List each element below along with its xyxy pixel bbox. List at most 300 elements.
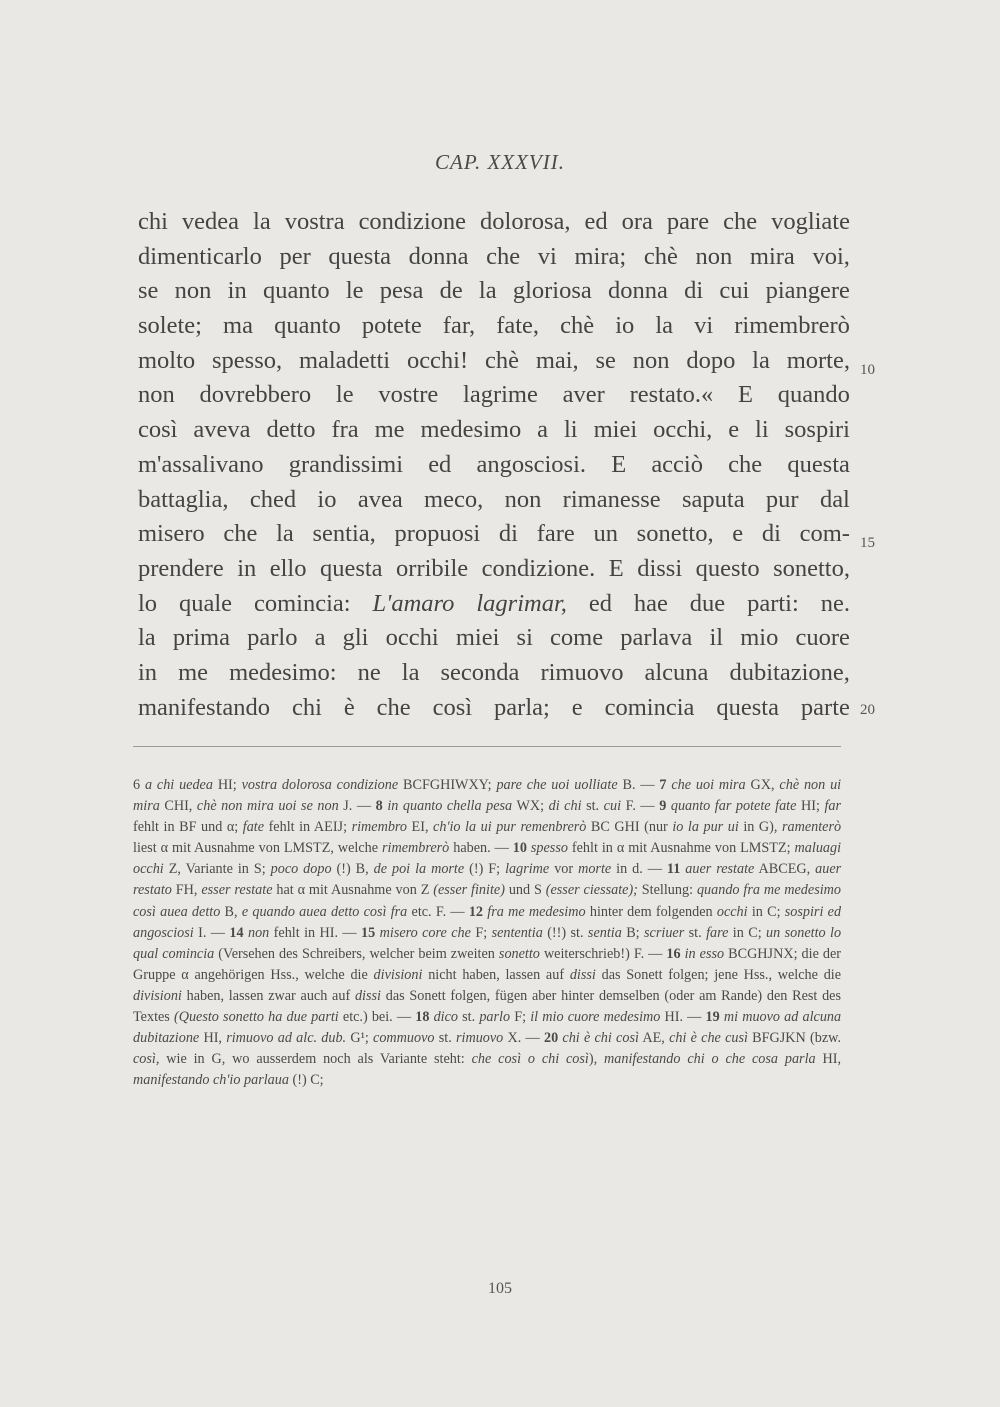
note-text: liest α mit Ausnahme von LMSTZ, welche <box>133 840 379 857</box>
word: chè <box>560 312 595 340</box>
word: un <box>593 520 618 548</box>
word: la <box>138 624 156 652</box>
word: E <box>738 381 754 409</box>
note-sigla: ABCEG, <box>758 861 811 878</box>
chapter-heading: CAP. XXXVII. <box>434 150 565 174</box>
note-variant: sospiri ed angosciosi <box>133 903 842 941</box>
word: meco, <box>424 485 484 513</box>
word: chè <box>484 346 519 374</box>
text-line <box>138 691 850 726</box>
word: li <box>755 416 769 444</box>
note-number: 11 <box>666 861 681 878</box>
word: rimanesse <box>562 485 661 513</box>
note-text: nicht haben, lassen auf <box>428 966 565 983</box>
note-text: hat α mit Ausnahme von Z <box>276 882 430 899</box>
note-text: (!!) st. <box>547 924 584 941</box>
note-text: st. <box>462 1009 476 1026</box>
footnote-divider <box>133 746 841 747</box>
note-variant: così, <box>133 1051 160 1068</box>
word: si <box>516 624 533 652</box>
note-variant: che così o chi così <box>471 1051 589 1068</box>
word: seconda <box>440 658 520 686</box>
word: me <box>374 416 405 444</box>
word: comincia: <box>253 589 351 617</box>
word: che <box>723 208 758 235</box>
note-text: ), <box>588 1051 598 1068</box>
note-variant: far <box>824 798 842 815</box>
note-variant: un sonetto lo qual comincia <box>133 924 842 962</box>
word: in <box>227 277 247 305</box>
note-sigla: BCFGHIWXY; <box>403 777 492 793</box>
note-sigla: EI, <box>411 819 429 836</box>
note-sigla: B. — <box>622 777 655 793</box>
line-number: 20 <box>860 702 875 718</box>
word: E <box>608 554 624 582</box>
note-variant: misero core che <box>379 924 471 941</box>
word: quando <box>777 381 850 409</box>
word: occhi, <box>653 416 713 444</box>
note-text: etc. F. — <box>411 903 465 920</box>
note-number: 8 <box>375 798 383 815</box>
note-text: st. <box>688 924 702 941</box>
word: io <box>317 485 337 513</box>
note-variant: manifestando ch'io parlaua <box>133 1072 289 1089</box>
word: la <box>253 208 271 235</box>
page-number: 105 <box>488 1280 512 1297</box>
note-variant: in esso <box>684 945 725 962</box>
word: fra <box>331 416 359 444</box>
note-number: 9 <box>659 798 667 815</box>
text-line <box>138 309 850 344</box>
note-sigla: F. — <box>625 798 655 815</box>
word: parti: <box>747 589 799 617</box>
note-text: und S <box>508 882 542 899</box>
note-variant: a chi uedea <box>144 777 213 793</box>
word: lagrime <box>463 381 538 409</box>
word: in <box>138 658 158 686</box>
word: e <box>732 520 744 548</box>
word: maladetti <box>298 346 391 374</box>
note-sigla: HI, <box>822 1051 842 1068</box>
word: orribile <box>396 554 469 582</box>
note-text: Stellung: <box>641 882 694 899</box>
word: vedea <box>181 208 240 235</box>
word: sonetto, <box>636 520 714 548</box>
word: potete <box>361 312 422 340</box>
note-variant: fate <box>242 819 265 836</box>
line-number: 15 <box>860 535 875 551</box>
word: dovrebbero <box>199 381 312 409</box>
note-number: 10 <box>512 840 527 857</box>
word: ello <box>269 554 307 582</box>
note-sigla: B, <box>224 903 238 920</box>
note-text: haben. — <box>453 840 509 857</box>
note-number: 12 <box>468 903 484 920</box>
note-text: in C; <box>732 924 762 941</box>
word: questo <box>695 554 760 582</box>
note-variant: spesso <box>530 840 568 857</box>
note-number: 7 <box>659 777 667 793</box>
note-variant: (esser ciessate); <box>545 882 638 899</box>
note-variant: chi è chi così <box>562 1030 639 1047</box>
word: medesimo: <box>229 658 337 686</box>
word: non <box>632 346 670 374</box>
word: e <box>728 416 740 444</box>
note-number: 6 <box>133 777 141 793</box>
note-variant: morte <box>578 861 612 878</box>
word: che <box>728 450 763 478</box>
note-text: das Sonett folgen, fügen aber hinter demselben (oder am Rande) den Rest des Textes <box>133 987 842 1026</box>
word: acciò <box>651 450 703 478</box>
note-text: BFGJKN (bzw. <box>752 1030 842 1047</box>
word: se <box>595 346 616 374</box>
word: non <box>695 242 733 270</box>
word: morte, <box>786 346 850 374</box>
word: misero <box>138 520 205 548</box>
note-variant: parlo <box>479 1009 511 1026</box>
word: le <box>345 277 364 305</box>
word: a <box>314 624 326 652</box>
word: non <box>174 277 212 305</box>
word: la <box>478 277 497 305</box>
word: che <box>486 242 521 270</box>
word: quale <box>178 589 233 617</box>
word: occhi! <box>406 346 469 374</box>
note-variant: chi è che cusì <box>669 1030 748 1047</box>
note-variant: ch'io la ui pur remenbrerò <box>433 819 587 836</box>
word: parla; <box>494 693 550 721</box>
word: far, <box>442 312 476 340</box>
word: vostre <box>378 381 439 409</box>
word: parte <box>800 693 850 721</box>
word: miei <box>593 416 638 444</box>
word: a <box>537 416 549 444</box>
word: che <box>376 693 411 721</box>
note-sigla: HI; <box>801 798 820 815</box>
note-sigla: AE, <box>642 1030 665 1047</box>
text-line <box>138 344 850 379</box>
word: hae <box>633 589 668 617</box>
word: propuosi <box>394 520 481 548</box>
word: mio <box>740 624 779 652</box>
note-variant: e quando auea detto così fra <box>241 903 408 920</box>
note-text: in d. — <box>616 861 662 878</box>
note-text: (!) C; <box>292 1072 324 1089</box>
word: sonetto, <box>773 554 850 582</box>
word: di <box>684 277 704 305</box>
note-text: (Versehen des Schreibers, welcher beim zweiten <box>218 945 495 962</box>
word: pur <box>765 485 799 513</box>
word: condizione <box>358 208 467 235</box>
word: questa <box>787 450 850 478</box>
word: spesso, <box>212 346 283 374</box>
word: e <box>571 693 583 721</box>
word: di <box>761 520 781 548</box>
note-text: fehlt in α mit Ausnahme von LMSTZ; <box>571 840 791 857</box>
word: E <box>611 450 627 478</box>
word: dolorosa, <box>480 208 571 235</box>
word: alcuna <box>644 658 709 686</box>
note-variant: chè non mira uoi se non <box>196 798 339 815</box>
word: ed <box>588 589 612 617</box>
word: ed <box>584 208 608 235</box>
word: mai, <box>535 346 579 374</box>
text-line <box>138 274 850 309</box>
note-text: I. — <box>198 924 225 941</box>
note-text: st. <box>586 798 600 815</box>
note-text: fehlt in HI. — <box>273 924 357 941</box>
word: vi <box>694 312 714 340</box>
word: chi <box>291 693 322 721</box>
note-variant: il mio cuore medesimo <box>530 1009 661 1026</box>
word: in <box>237 554 257 582</box>
word: lagrimar, <box>476 589 567 617</box>
word: così <box>138 416 178 444</box>
note-variant: auer restato <box>133 861 842 899</box>
note-variant: che uoi mira <box>671 777 746 793</box>
word: io <box>615 312 635 340</box>
word: le <box>335 381 354 409</box>
word: prendere <box>138 554 224 582</box>
note-variant: rimembrerò <box>382 840 450 857</box>
word: ne. <box>820 589 850 617</box>
word: m'assalivano <box>138 450 264 478</box>
text-line <box>138 413 850 448</box>
word: medesimo <box>420 416 522 444</box>
word: questa <box>716 693 779 721</box>
main-text-block <box>138 205 875 725</box>
note-variant: (esser finite) <box>433 882 505 899</box>
note-text: Z, Variante in S; <box>168 861 266 878</box>
word: il <box>709 624 724 652</box>
note-variant: divisioni <box>133 987 182 1004</box>
word: fate, <box>496 312 540 340</box>
note-text: X. — <box>507 1030 540 1047</box>
note-text: weiterschrieb!) F. — <box>543 945 663 962</box>
word: la <box>752 346 770 374</box>
word: questa <box>319 554 383 582</box>
note-sigla: HI, <box>203 1030 222 1047</box>
word: la <box>276 520 294 548</box>
word: ed <box>428 450 452 478</box>
word: de <box>439 277 463 305</box>
note-text: st. <box>438 1030 452 1047</box>
note-variant: cui <box>603 798 622 815</box>
word: molto <box>138 346 196 374</box>
note-text: fehlt in AEIJ; <box>268 819 348 836</box>
note-sigla: WX; <box>516 798 545 815</box>
word: due <box>689 589 726 617</box>
word: dubitazione, <box>729 658 850 686</box>
note-variant: in quanto chella pesa <box>387 798 513 815</box>
word: donna <box>608 277 668 305</box>
text-line <box>138 483 850 518</box>
word: ma <box>223 312 253 340</box>
note-variant: fare <box>706 924 729 941</box>
note-text: in G), <box>743 819 778 836</box>
note-variant: quanto far potete fate <box>670 798 797 815</box>
word: vostra <box>284 208 345 235</box>
word: se <box>138 277 159 305</box>
note-variant: quando fra me medesimo così auea detto <box>133 882 842 920</box>
note-sigla: G¹; <box>350 1030 369 1047</box>
text-line <box>138 517 850 552</box>
word: gli <box>342 624 369 652</box>
word: comincia <box>604 693 695 721</box>
word: me <box>178 658 209 686</box>
note-variant: non <box>247 924 270 941</box>
word: cuore <box>795 624 850 652</box>
note-sigla: CHI, <box>164 798 193 815</box>
note-variant: sententia <box>491 924 543 941</box>
word: fare <box>536 520 575 548</box>
text-line <box>138 621 850 656</box>
word: com- <box>799 520 850 548</box>
note-number: 20 <box>543 1030 559 1047</box>
note-sigla: B; <box>626 924 640 941</box>
note-variant: divisioni <box>373 966 423 983</box>
note-variant: rimembro <box>351 819 407 836</box>
text-line <box>138 448 850 483</box>
note-variant: sonetto <box>498 945 540 962</box>
word: quanto <box>262 277 330 305</box>
note-variant: mi muovo ad alcuna dubitazione <box>133 1009 842 1047</box>
note-text: etc.) bei. — <box>342 1009 412 1026</box>
word: così <box>432 693 473 721</box>
text-line <box>138 205 850 240</box>
note-variant: vostra dolorosa condizione <box>241 777 399 793</box>
word: occhi <box>385 624 439 652</box>
word: gloriosa <box>512 277 592 305</box>
note-number: 18 <box>415 1009 430 1026</box>
word: grandissimi <box>288 450 404 478</box>
note-text: (!) B, <box>336 861 369 878</box>
word: angosciosi. <box>476 450 587 478</box>
note-variant: poco dopo <box>270 861 332 878</box>
note-text: hinter dem folgenden <box>589 903 713 920</box>
word: lo <box>138 589 158 617</box>
word: condizione. <box>481 554 596 582</box>
text-line <box>138 552 850 587</box>
note-number: 14 <box>229 924 244 941</box>
word: questa <box>328 242 391 270</box>
word: ne <box>357 658 381 686</box>
word: cui <box>719 277 750 305</box>
word: come <box>550 624 604 652</box>
word: non <box>504 485 542 513</box>
note-text: vor <box>554 861 574 878</box>
note-sigla: FH, <box>175 882 198 899</box>
critical-apparatus <box>133 775 841 1091</box>
note-variant: chè non ui mira <box>133 777 842 815</box>
note-variant: di chi <box>548 798 582 815</box>
note-variant: (Questo sonetto ha due parti <box>173 1009 339 1026</box>
note-text: in C; <box>751 903 781 920</box>
word: pare <box>666 208 710 235</box>
note-sigla: GX, <box>750 777 775 793</box>
word: aveva <box>193 416 251 444</box>
note-variant: ramenterò <box>781 819 842 836</box>
word: mira <box>749 242 795 270</box>
word: dopo <box>686 346 736 374</box>
word: restato.« <box>629 381 714 409</box>
text-line <box>138 656 850 691</box>
word: parlo <box>247 624 298 652</box>
word: vogliate <box>771 208 850 235</box>
note-number: 19 <box>705 1009 720 1026</box>
note-variant: maluagi occhi <box>133 840 842 878</box>
line-number: 10 <box>860 362 875 378</box>
word: voi, <box>812 242 850 270</box>
note-variant: sentia <box>587 924 622 941</box>
word: per <box>279 242 311 270</box>
note-sigla: F; <box>475 924 488 941</box>
word: donna <box>408 242 469 270</box>
word: chè <box>643 242 678 270</box>
note-number: 15 <box>361 924 376 941</box>
note-variant: scriuer <box>644 924 685 941</box>
note-variant: dico <box>433 1009 458 1026</box>
note-variant: rimuovo ad alc. dub. <box>226 1030 347 1047</box>
word: aver <box>562 381 605 409</box>
word: prima <box>172 624 230 652</box>
word: ora <box>621 208 653 235</box>
text-line <box>138 240 850 275</box>
word: dissi <box>637 554 683 582</box>
word: la <box>655 312 674 340</box>
word: pesa <box>379 277 424 305</box>
word: dal <box>819 485 850 513</box>
word: è <box>343 693 355 721</box>
word: mira; <box>574 242 627 270</box>
word: L'amaro <box>372 589 455 617</box>
note-variant: lagrime <box>505 861 550 878</box>
note-text: fehlt in BF und α; <box>133 819 239 836</box>
word: detto <box>266 416 316 444</box>
text-line <box>138 378 850 413</box>
note-variant: commuovo <box>373 1030 435 1047</box>
note-text: HI. — <box>664 1009 702 1026</box>
note-variant: auer restate <box>685 861 755 878</box>
word: li <box>564 416 578 444</box>
word: rimembrerò <box>734 312 850 340</box>
note-text: BCGHJNX; die der Gruppe α angehörigen Hss., welche die <box>133 945 842 983</box>
note-variant: de poi la morte <box>373 861 465 878</box>
note-number: 16 <box>666 945 681 962</box>
note-variant: esser restate <box>201 882 273 899</box>
word: miei <box>455 624 500 652</box>
word: quanto <box>274 312 341 340</box>
word: che <box>223 520 258 548</box>
note-variant: fra me medesimo <box>487 903 586 920</box>
note-variant: occhi <box>716 903 748 920</box>
note-text: wie in G, wo ausserdem noch als Variante steht: <box>166 1051 465 1068</box>
word: la <box>401 658 420 686</box>
note-text: das Sonett folgen; jene Hss., welche die <box>601 966 842 983</box>
text-line <box>138 587 850 622</box>
word: avea <box>357 485 403 513</box>
word: saputa <box>681 485 745 513</box>
word: manifestando <box>138 693 270 721</box>
word: chi <box>138 208 168 235</box>
word: di <box>498 520 518 548</box>
word: parlava <box>620 624 693 652</box>
note-text: haben, lassen zwar auch auf <box>186 987 351 1004</box>
word: dimenticarlo <box>138 242 262 270</box>
note-variant: manifestando chi o che cosa parla <box>604 1051 816 1068</box>
note-variant: pare che uoi uolliate <box>496 777 618 793</box>
word: non <box>138 381 175 409</box>
